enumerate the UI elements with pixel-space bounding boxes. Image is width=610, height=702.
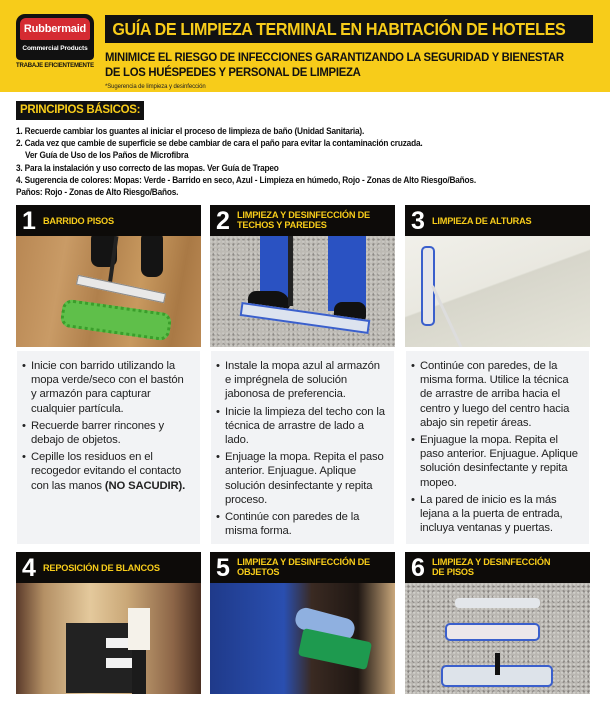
step-bullet: • La pared de inicio es la más lejana a la puerta de entrada, incluya ventanas y puertas.	[420, 493, 581, 536]
principles-section	[16, 100, 596, 198]
step-bullet: • Inicie con barrido utilizando la mopa verde/seco con el bastón y armazón para capturar cualquier partícula.	[31, 359, 192, 416]
title-bar	[105, 15, 593, 43]
step-header	[405, 552, 590, 583]
step-number: 4	[22, 554, 36, 582]
principle-3: 3. Para la instalación y uso correcto de las mopas. Ver Guía de Trapeo	[16, 162, 279, 173]
step-title: REPOSICIÓN DE BLANCOS	[43, 563, 160, 573]
step-number: 5	[216, 554, 230, 582]
step-header	[210, 205, 395, 236]
step-header	[210, 552, 395, 583]
logo-brand: Rubbermaid	[20, 18, 90, 40]
step-number: 6	[411, 554, 425, 582]
subtitle-line-1: MINIMICE EL RIESGO DE INFECCIONES GARANTIZANDO LA SEGURIDAD Y BIENESTAR	[105, 50, 564, 64]
step-bullet: • Enjuage la mopa. Repita el paso anterior. Enjuague. Aplique solución desinfectante y repita proceso.	[225, 450, 386, 507]
principles-heading: PRINCIPIOS BÁSICOS:	[16, 101, 144, 120]
rubbermaid-logo	[16, 14, 96, 69]
step-header	[16, 552, 201, 583]
step-title: BARRIDO PISOS	[43, 216, 114, 226]
step-bullet: • Recuerde barrer rincones y debajo de objetos.	[31, 419, 192, 447]
page-subtitle	[105, 50, 600, 80]
step-instructions	[17, 351, 200, 544]
step-title: LIMPIEZA DE ALTURAS	[432, 216, 532, 226]
step-image-wall-mop	[405, 236, 590, 347]
step-number: 2	[216, 207, 230, 235]
step-header	[16, 205, 201, 236]
step-bullet: • Instale la mopa azul al armazón e imprégnela de solución jabonosa de preferencia.	[225, 359, 386, 402]
step-number: 3	[411, 207, 425, 235]
footnote: *Sugerencia de limpieza y desinfección	[105, 84, 206, 90]
emphasis-no-sacudir: (NO SACUDIR).	[104, 479, 186, 492]
principle-2-link: Ver Guía de Uso de los Paños de Microfibra	[25, 150, 189, 161]
step-image-housekeeping-cart	[16, 583, 201, 694]
step-title: LIMPIEZA Y DESINFECCIÓN DE OBJETOS	[237, 557, 370, 577]
step-title: LIMPIEZA Y DESINFECCIÓN DE PISOS	[432, 557, 551, 577]
principles-list	[16, 125, 596, 198]
page-header	[0, 0, 610, 92]
logo-badge	[16, 14, 94, 60]
step-image-mop-sweeping	[16, 236, 201, 347]
step-image-wiping-chair	[210, 583, 395, 694]
step-bullet: • Enjuague la mopa. Repita el paso anterior. Enjuague. Aplique solución desinfectante y repita mopeo.	[420, 433, 581, 490]
step-bullet: • Inicie la limpieza del techo con la técnica de arrastre de lado a lado.	[225, 405, 386, 448]
step-number: 1	[22, 207, 36, 235]
subtitle-line-2: DE LOS HUÉSPEDES Y PERSONAL DE LIMPIEZA	[105, 65, 361, 79]
logo-tagline: TRABAJE EFICIENTEMENTE	[16, 63, 94, 69]
principle-1: 1. Recuerde cambiar los guantes al iniciar el proceso de limpieza de baño (Unidad Sanitaria).	[16, 126, 365, 136]
principle-4-cont: Paños: Rojo - Zonas de Alto Riesgo/Baños.	[16, 187, 179, 198]
step-instructions	[406, 351, 589, 544]
step-title: LIMPIEZA Y DESINFECCIÓN DE TECHOS Y PAREDES	[237, 210, 370, 230]
step-image-flat-mops	[405, 583, 590, 694]
step-bullet: • Cepille los residuos en el recogedor evitando el contacto con las manos (NO SACUDIR).	[31, 450, 192, 493]
step-bullet: • Continúe con paredes, de la misma forma. Utilice la técnica de arrastre de arriba hacia el centro y luego del centro hacia abajo sin repetir áreas.	[420, 359, 581, 430]
step-header	[405, 205, 590, 236]
step-instructions	[211, 351, 394, 544]
page-title: GUÍA DE LIMPIEZA TERMINAL EN HABITACIÓN DE HOTELES	[112, 19, 566, 39]
principle-2: 2. Cada vez que cambie de superficie se debe cambiar de cara el paño para evitar la contaminación cruzada.	[16, 138, 423, 149]
logo-sub: Commercial Products	[22, 45, 88, 52]
principle-4: 4. Sugerencia de colores: Mopas: Verde - Barrido en seco, Azul - Limpieza en húmedo, Rojo - Zonas de Alto Riesgo/Baños.	[16, 174, 476, 185]
step-image-blue-mop	[210, 236, 395, 347]
step-bullet: • Continúe con paredes de la misma forma.	[225, 510, 386, 538]
